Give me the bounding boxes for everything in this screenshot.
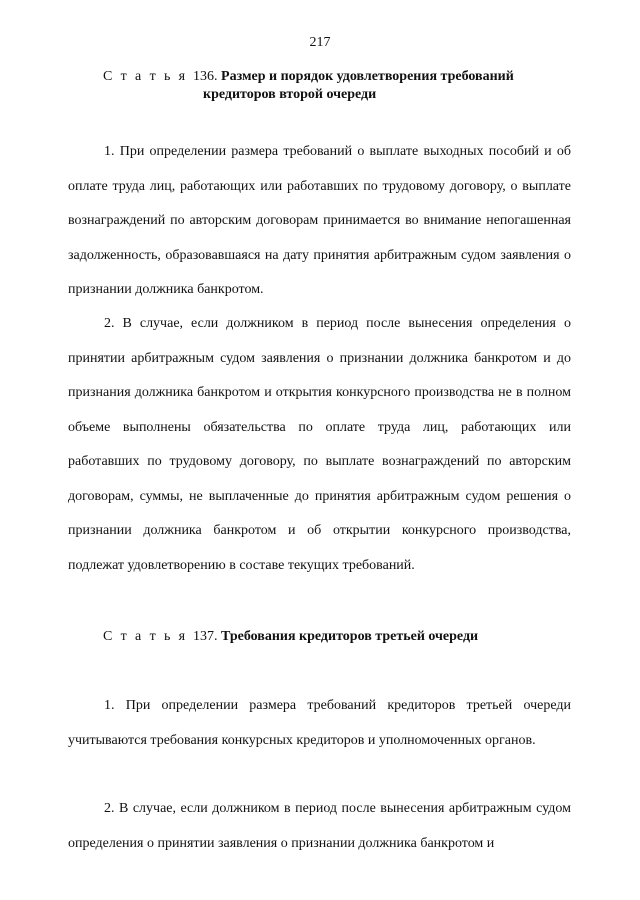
article-136-number: 136.	[193, 69, 218, 84]
article-137-paragraph-2	[68, 792, 571, 861]
article-136-paragraph-1-text: 1. При определении размера требований о выплате выходных пособий и об оплате труда лиц, работающих или работавших по трудовому договору, о выплате вознаграждений по авторским договорам принимается во внимание непогашенная задолженность, образовавшаяся на дату принятия арбитражным судом заявления о признании должника банкротом.	[68, 144, 571, 297]
article-137-title: Требования кредиторов третьей очереди	[221, 629, 479, 644]
article-137-paragraph-1	[68, 689, 571, 758]
article-136-title-line1: Размер и порядок удовлетворения требований	[221, 69, 514, 84]
article-137-prefix: С т а т ь я	[103, 629, 188, 644]
article-137-number: 137.	[193, 629, 218, 644]
article-136-heading	[103, 68, 514, 104]
article-136-prefix: С т а т ь я	[103, 69, 188, 84]
article-137-heading	[103, 628, 478, 646]
article-137-paragraph-1-text: 1. При определении размера требований кредиторов третьей очереди учитываются требования конкурсных кредиторов и уполномоченных органов.	[68, 698, 571, 748]
article-136-title-line2: кредиторов второй очереди	[203, 87, 377, 102]
page-number: 217	[309, 35, 331, 50]
article-136-paragraph-2-text: 2. В случае, если должником в период после вынесения определения о принятии арбитражным судом заявления о признании должника банкротом и до признания должника банкротом и открытия конкурсного производства не в полном объеме выполнены обязательства по оплате труда лиц, работающих или работавших по трудовому договору, по выплате вознаграждений по авторским договорам, суммы, не выплаченные до принятия арбитражным судом решения о признании должника банкротом и об открытии конкурсного производства, подлежат удовлетворению в составе текущих требований.	[68, 316, 571, 573]
article-136-paragraph-2	[68, 307, 571, 583]
article-137-paragraph-2-text: 2. В случае, если должником в период после вынесения арбитражным судом определения о принятии заявления о признании должника банкротом и	[68, 801, 571, 851]
article-136-paragraph-1	[68, 135, 571, 308]
